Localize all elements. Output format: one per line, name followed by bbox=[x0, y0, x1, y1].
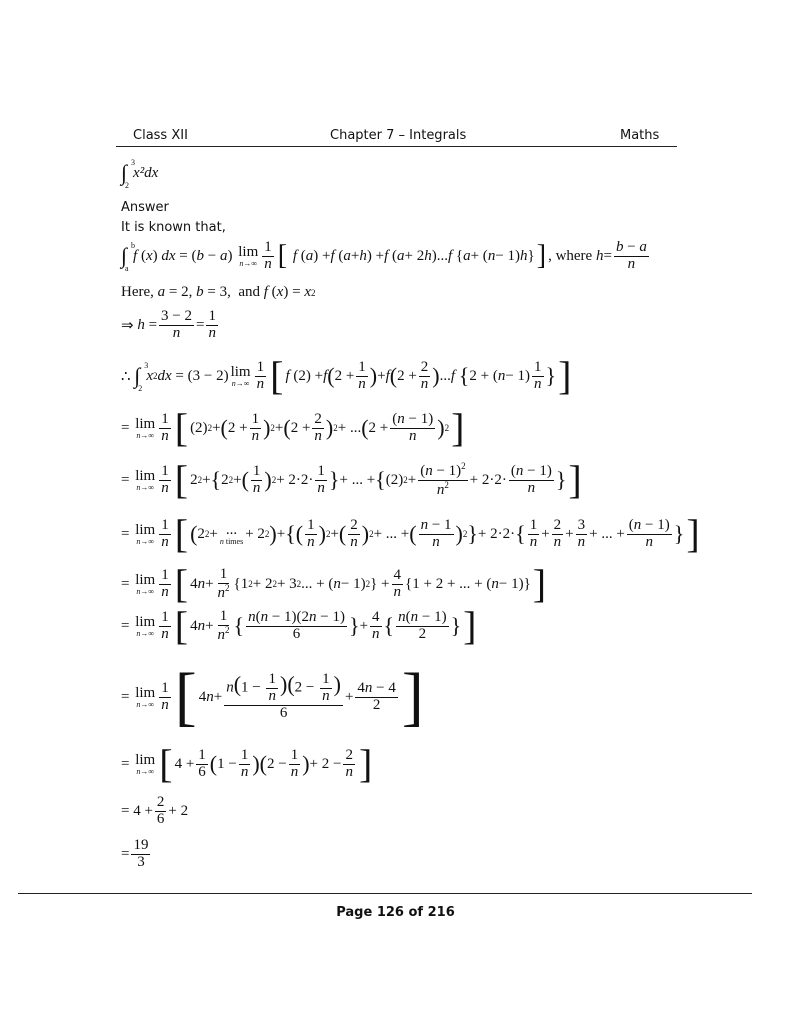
known-label: It is known that, bbox=[121, 220, 226, 235]
equation-step-7: = lim n→∞ $\frac{1}{n}$ [ 4 n + n(1 − $\frac{1}{n}$ )(2 − $\frac{1}{n}$ ) 6 + $\frac{4n - 4}{2}$ ] bbox=[121, 660, 424, 733]
question-integral: ∫ 3 2 x²dx bbox=[121, 158, 159, 190]
equation-definition: ∫ b a f ( x ) dx = ( b − a ) lim n→∞ $\frac{1}{n}$ [ f ( a ) + f ( a + h ) + f ( a + 2 h )... f { a + ( n − 1) h } ] , where h = $\frac{b - a}{n}$ bbox=[121, 239, 647, 274]
header-class: Class XII bbox=[133, 128, 188, 143]
answer-label: Answer bbox=[121, 200, 169, 215]
equation-step-4: = lim n→∞ $\frac{1}{n}$ [ ( 2 2 + ... n times + 2 2 ) + { ( $\frac{1}{n}$ ) 2 + ( $\frac{2}{n}$ ) 2 + ... + ( $\frac{n - 1}{n}$ ) 2 } + 2·2· { $\frac{1}{n}$ + $\frac{2}{n}$ + $\frac{3}{n}$ + ... + $\frac{(n - 1)}{n}$ } ] bbox=[121, 511, 700, 556]
header-chapter: Chapter 7 – Integrals bbox=[330, 128, 467, 143]
page-number: Page 126 of 216 bbox=[336, 905, 455, 920]
equation-result: = $\frac{19}{3}$ bbox=[121, 837, 149, 870]
equation-step-6: = lim n→∞ $\frac{1}{n}$ [ 4 n + $\frac{1}{n^2}$ { $\frac{n(n - 1)(2n - 1)}{6}$ } + $\frac{4}{n}$ { $\frac{n(n - 1)}{2}$ } ] bbox=[121, 603, 477, 648]
equation-step-9: = 4 + $\frac{2}{6}$ + 2 bbox=[121, 794, 189, 827]
header-subject: Maths bbox=[620, 128, 660, 143]
equation-step-5: = lim n→∞ $\frac{1}{n}$ [ 4 n + $\frac{1}{n^2}$ {1 2 + 2 2 + 3 2 ... + ( n − 1) 2 } + $\frac{4}{n}$ {1 + 2 + ... + ( n − 1)} ] bbox=[121, 561, 547, 606]
header-rule bbox=[116, 146, 677, 147]
equation-step-2: = lim n→∞ $\frac{1}{n}$ [ (2) 2 + ( 2 + $\frac{1}{n}$ ) 2 + ( 2 + $\frac{2}{n}$ ) 2 + ... ( 2 + $\frac{(n - 1)}{n}$ ) 2 ] bbox=[121, 405, 465, 450]
equation-step-3: = lim n→∞ $\frac{1}{n}$ [ 2 2 + { 2 2 + ( $\frac{1}{n}$ ) 2 + 2·2· $\frac{1}{n}$ } + ... + { (2) 2 + $\frac{(n - 1)^2}{n^2}$ + 2·2· $\frac{(n - 1)}{n}$ } ] bbox=[121, 457, 582, 502]
equation-step-8: = lim n→∞ [ 4 + $\frac{1}{6}$ ( 1 − $\frac{1}{n}$ ) ( 2 − $\frac{1}{n}$ ) + 2 − $\frac{2}{n}$ ] bbox=[121, 741, 373, 786]
footer-rule bbox=[18, 893, 752, 894]
equation-step-1: ∴ ∫ 3 2 x 2 dx = (3 − 2) lim n→∞ $\frac{1}{n}$ [ f (2) + f ( 2 + $\frac{1}{n}$ ) + f ( 2 + $\frac{2}{n}$ ) ... f { 2 + ( n − 1) $\frac{1}{n}$ } ] bbox=[121, 353, 572, 398]
equation-h: ⇒ h = $\frac{3 - 2}{n}$ = $\frac{1}{n}$ bbox=[121, 308, 216, 341]
equation-given: Here, a = 2, b = 3, and f ( x ) = x 2 bbox=[121, 284, 316, 300]
